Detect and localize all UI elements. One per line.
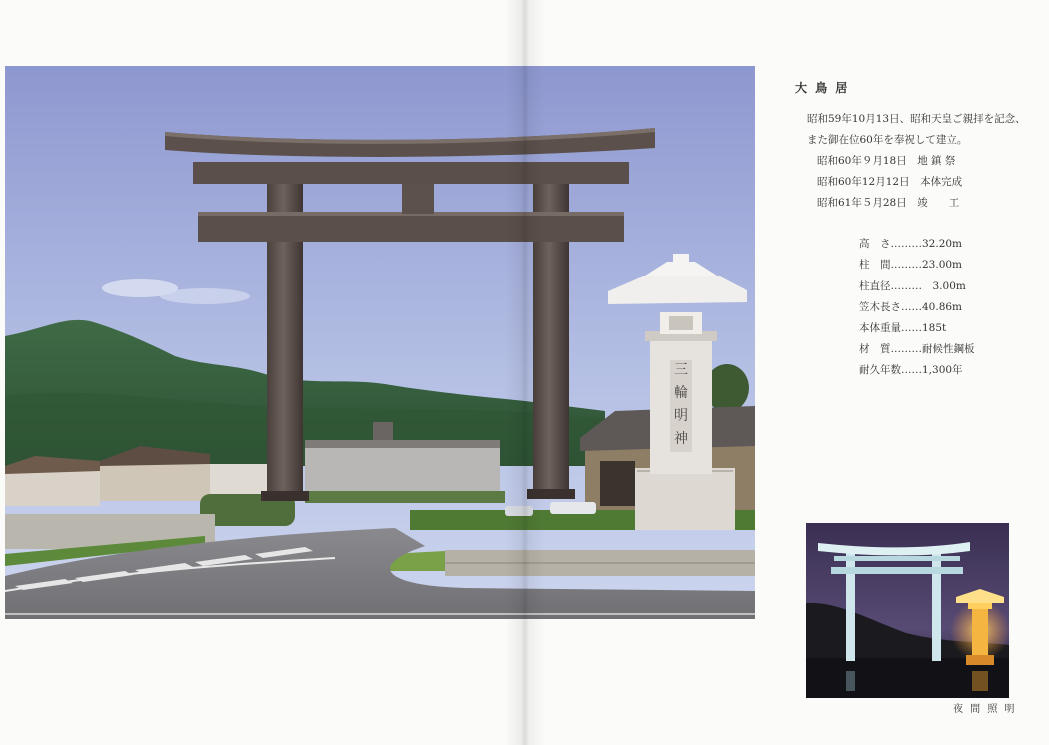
spec-pillar-diameter: 柱直径……… 3.00m xyxy=(859,280,966,292)
intro-line-2: また御在位60年を奉祝して建立。 xyxy=(807,134,968,146)
spec-kasagi-length: 笠木長さ……40.86m xyxy=(859,301,963,313)
article-text xyxy=(795,78,1035,381)
intro-line-1: 昭和59年10月13日、昭和天皇ご親拝を記念、 xyxy=(807,113,1026,125)
torii-photo xyxy=(5,66,755,619)
lantern-char-4: 神 xyxy=(674,431,688,447)
article-title: 大 鳥 居 xyxy=(795,81,850,95)
spec-material: 材 質………耐候性鋼板 xyxy=(859,343,975,355)
lantern-char-3: 明 xyxy=(674,408,688,424)
night-photo-caption: 夜 間 照 明 xyxy=(953,704,1017,715)
event-body-complete: 昭和60年12月12日 本体完成 xyxy=(817,176,963,188)
spec-pillar-span: 柱 間………23.00m xyxy=(859,259,963,271)
lantern-char-2: 輪 xyxy=(674,385,688,401)
lantern-char-1: 三 xyxy=(674,362,688,378)
spec-weight: 本体重量……185t xyxy=(859,322,947,334)
event-ground-breaking: 昭和60年９月18日 地 鎮 祭 xyxy=(817,155,956,167)
specifications-list xyxy=(795,234,1035,381)
event-completion: 昭和61年５月28日 竣 工 xyxy=(817,197,960,209)
spec-durability: 耐久年数……1,300年 xyxy=(859,364,963,376)
night-illumination-photo xyxy=(806,523,1009,698)
spec-height: 高 さ………32.20m xyxy=(859,238,963,250)
